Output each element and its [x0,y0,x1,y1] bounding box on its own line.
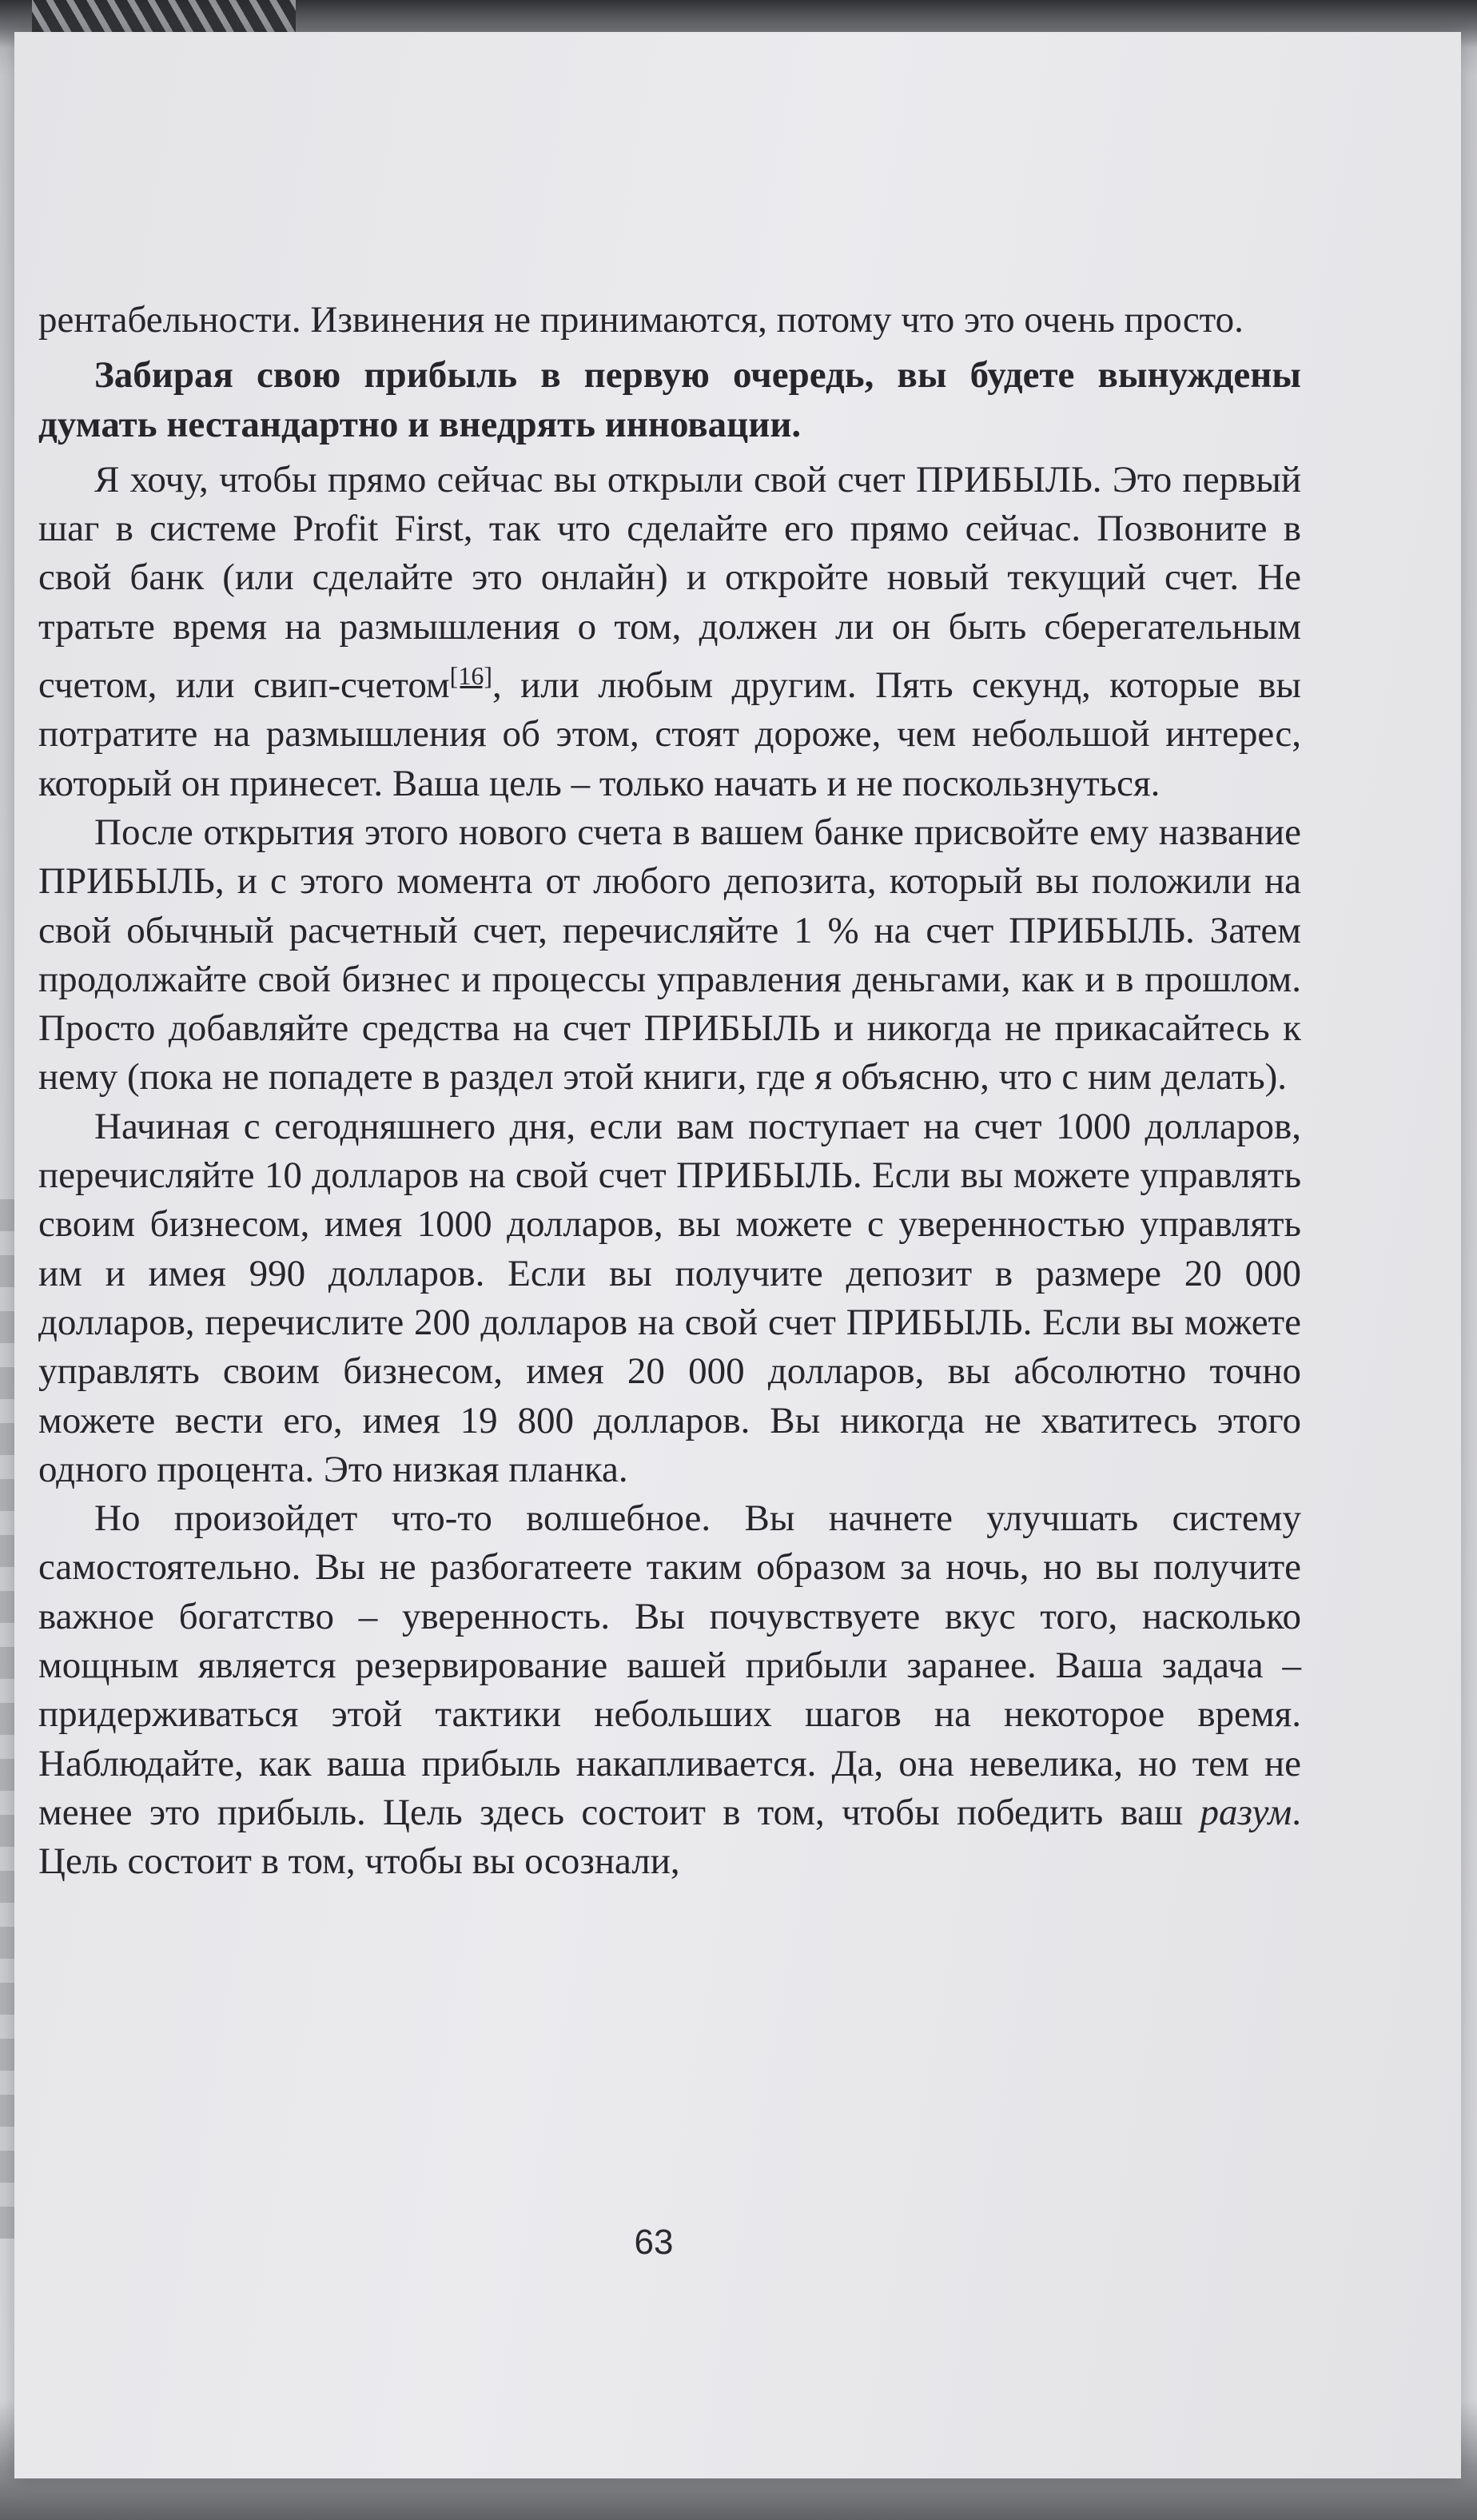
cover-decoration [32,0,296,34]
page-number: 63 [634,2223,674,2262]
paragraph-text: , или любым другим. Пять секунд, которые вы потратите на размышления об этом, стоят дороже, чем небольшой интерес, который он принесет. Ваша цель – только начать и не поскользнуться. [38,664,1302,804]
paragraph-magic [38,1494,1301,1886]
page-body-text [38,296,1301,1887]
paragraph-continuation: рентабельности. Извинения не принимаются, потому что это очень просто. [38,299,1244,341]
footnote-link[interactable]: [16] [449,661,492,691]
paragraph-text: . Цель состоит в том, чтобы вы осознали, [38,1791,1301,1883]
paragraph-text: Но произойдет что-то волшебное. Вы начнете улучшать систему самостоятельно. Вы не разбогатеете таким образом за ночь, но вы получите важное богатство – уверенность. Вы почувствуете вкус того, насколько мощным является резервирование вашей прибыли заранее. Ваша задача – придерживаться этой тактики небольших шагов на некоторое время. Наблюдайте, как ваша прибыль накапливается. Да, она невелика, но тем не менее это прибыль. Цель здесь состоит в том, чтобы победить ваш [38,1497,1301,1833]
paragraph-example: Начиная с сегодняшнего дня, если вам поступает на счет 1000 долларов, перечисляйте 10 долларов на свой счет ПРИБЫЛЬ. Если вы можете управлять своим бизнесом, имея 1000 долларов, вы можете с уверенностью управлять им и имея 990 долларов. Если вы получите депозит в размере 20 000 долларов, перечислите 200 долларов на свой счет ПРИБЫЛЬ. Если вы можете управлять своим бизнесом, имея 20 000 долларов, вы абсолютно точно можете вести его, имея 19 800 долларов. Вы никогда не хватитесь этого одного процента. Это низкая планка. [38,1105,1301,1490]
emphasized-word: разум [1200,1791,1292,1833]
book-page [14,32,1461,2478]
paragraph-name-account: После открытия этого нового счета в вашем банке присвойте ему название ПРИБЫЛЬ, и с этого момента от любого депозита, который вы положили на свой обычный расчетный счет, перечисляйте 1 % на счет ПРИБЫЛЬ. Затем продолжайте свой бизнес и процессы управления деньгами, как и в прошлом. Просто добавляйте средства на счет ПРИБЫЛЬ и никогда не прикасайтесь к нему (пока не попадете в раздел этой книги, где я объясню, что с ним делать). [38,811,1301,1099]
paragraph-text: Я хочу, чтобы прямо сейчас вы открыли свой счет ПРИБЫЛЬ. Это первый шаг в системе Profit First, так что сделайте его прямо сейчас. Позвоните в свой банк (или сделайте это онлайн) и откройте новый текущий счет. Не тратьте время на размышления о том, должен ли он быть сберегательным счетом, или свип-счетом [38,458,1301,707]
paragraph-open-account [38,456,1301,808]
bold-statement: Забирая свою прибыль в первую очередь, вы будете вынуждены думать нестандартно и внедрять инновации. [38,354,1301,445]
